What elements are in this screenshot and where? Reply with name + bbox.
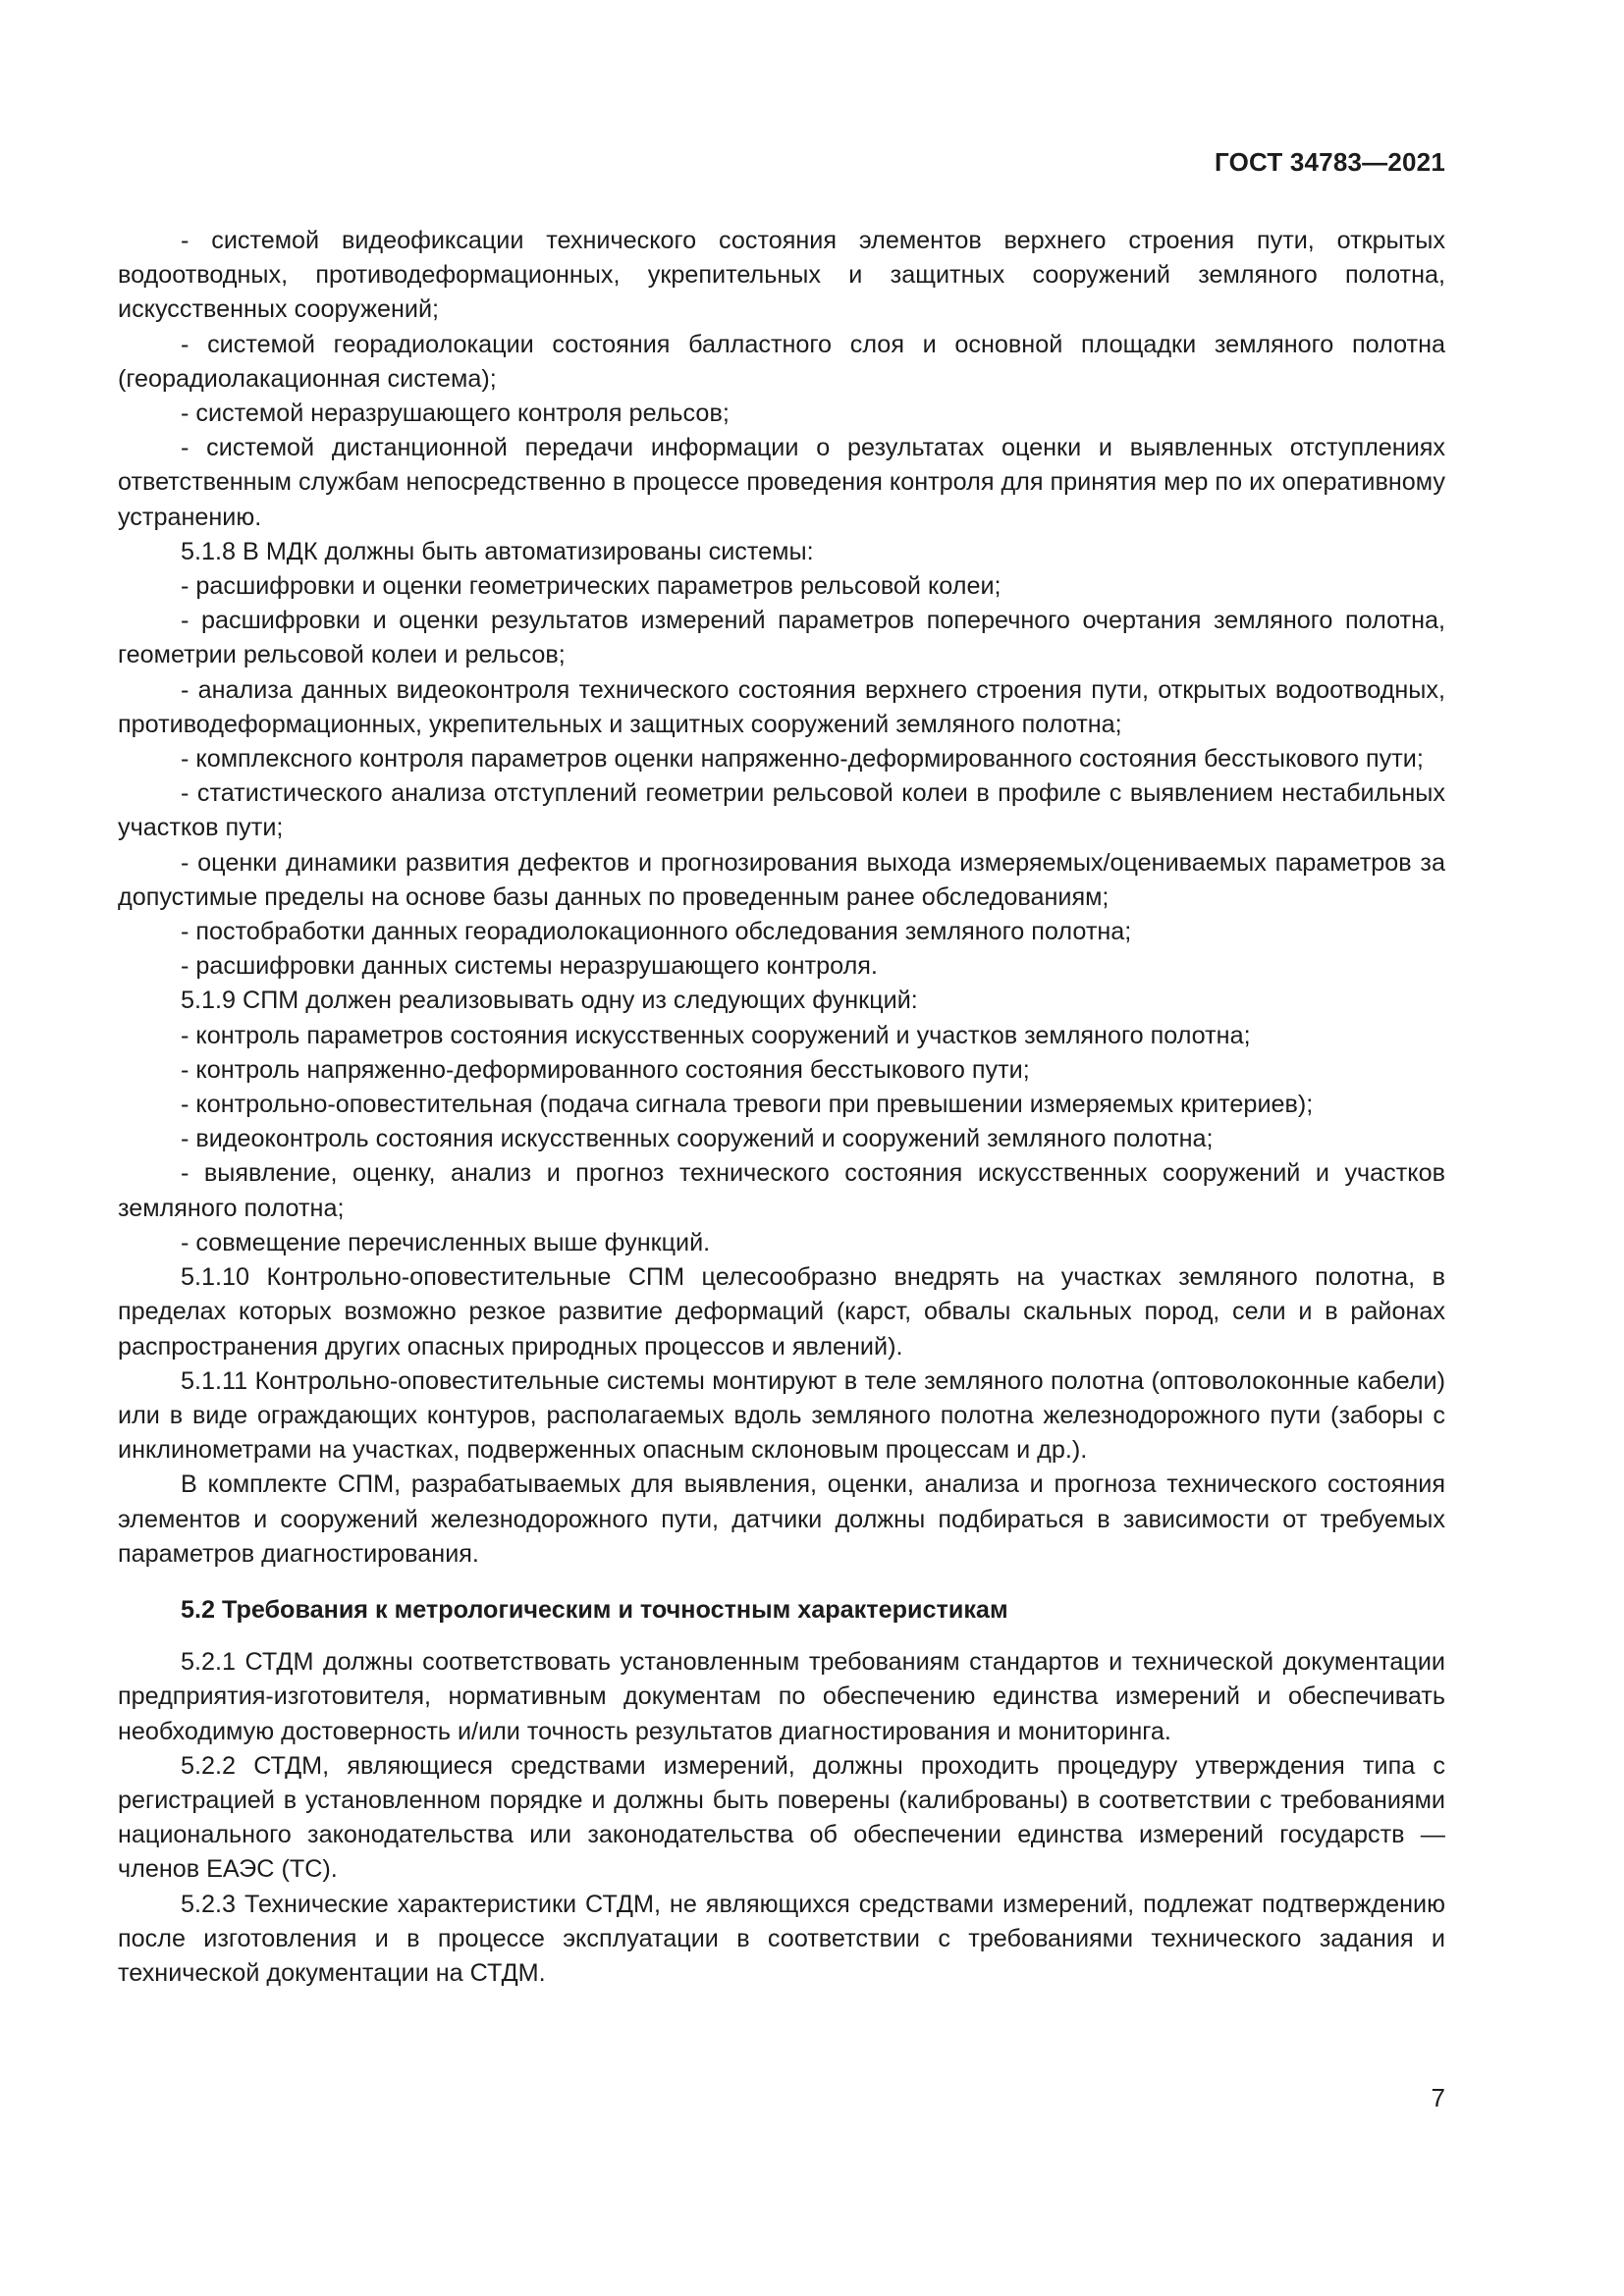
list-item: - совмещение перечисленных выше функций. [181, 1228, 711, 1256]
list-item: - системой видеофиксации технического состояния элементов верхнего строения пути, открытых водоотводных, противодеформационных, укрепительных и защитных сооружений земляного полотна, искусственных сооружений; [118, 227, 1445, 324]
list-item: - комплексного контроля параметров оценки напряженно-деформированного состояния бесстыкового пути; [181, 745, 1424, 774]
list-item: - оценки динамики развития дефектов и прогнозирования выхода измеряемых/оцениваемых параметров за допустимые пределы на основе базы данных по проведенным ранее обследованиям; [118, 848, 1445, 911]
list-item: - системой неразрушающего контроля рельсов; [181, 400, 730, 428]
list-item: - контроль параметров состояния искусственных сооружений и участков земляного полотна; [181, 1021, 1251, 1049]
list-item: - системой георадиолокации состояния балластного слоя и основной площадки земляного полотна (георадиолакационная система); [118, 330, 1445, 393]
clause-5-1-8: 5.1.8 В МДК должны быть автоматизированы системы: [181, 537, 814, 565]
standard-code-header: ГОСТ 34783—2021 [1215, 147, 1445, 177]
list-item: - контрольно-оповестительная (подача сигнала тревоги при превышении измеряемых критериев); [181, 1091, 1314, 1119]
list-item: - расшифровки и оценки геометрических параметров рельсовой колеи; [181, 572, 1001, 601]
list-item: - расшифровки и оценки результатов измерений параметров поперечного очертания земляного полотна, геометрии рельсовой колеи и рельсов; [118, 607, 1445, 669]
section-heading-5-2: 5.2 Требования к метрологическим и точностным характеристикам [181, 1595, 1008, 1624]
clause-5-2-3: 5.2.3 Технические характеристики СТДМ, не являющихся средствами измерений, подлежат подтверждению после изготовления и в процессе эксплуатации в соответствии с требованиями технического задания и технической документации на СТДМ. [118, 1890, 1445, 1987]
list-item: - контроль напряженно-деформированного состояния бесстыкового пути; [181, 1055, 1030, 1084]
list-item: - статистического анализа отступлений геометрии рельсовой колеи в профиле с выявлением нестабильных участков пути; [118, 779, 1445, 842]
list-item: - системой дистанционной передачи информации о результатах оценки и выявленных отступлениях ответственным службам непосредственно в процессе проведения контроля для принятия мер по их оперативному устранению. [118, 434, 1445, 531]
clause-5-1-9: 5.1.9 СПМ должен реализовывать одну из следующих функций: [181, 987, 918, 1015]
paragraph-sensors: В комплекте СПМ, разрабатываемых для выявления, оценки, анализа и прогноза технического состояния элементов и сооружений железнодорожного пути, датчики должны подбираться в зависимости от требуемых параметров диагностирования. [118, 1470, 1445, 1568]
list-item: - постобработки данных георадиолокационного обследования земляного полотна; [181, 918, 1132, 946]
clause-5-2-2: 5.2.2 СТДМ, являющиеся средствами измерений, должны проходить процедуру утверждения типа с регистрацией в установленном порядке и должны быть поверены (калиброваны) в соответствии с требованиями национального законодательства или законодательства об обеспечении единства измерений государств — членов ЕАЭС (ТС). [118, 1751, 1445, 1884]
page-number: 7 [1431, 2083, 1445, 2112]
clause-5-2-1: 5.2.1 СТДМ должны соответствовать установленным требованиям стандартов и технической документации предприятия-изготовителя, нормативным документам по обеспечению единства измерений и обеспечивать необходимую достоверность и/или точность результатов диагностирования и мониторинга. [118, 1648, 1445, 1745]
clause-5-1-10: 5.1.10 Контрольно-оповестительные СПМ целесообразно внедрять на участках земляного полотна, в пределах которых возможно резкое развитие деформаций (карст, обвалы скальных пород, сели и в районах распространения других опасных природных процессов и явлений). [118, 1263, 1445, 1361]
list-item: - выявление, оценку, анализ и прогноз технического состояния искусственных сооружений и участков земляного полотна; [118, 1159, 1445, 1222]
list-item: - видеоконтроль состояния искусственных сооружений и сооружений земляного полотна; [181, 1125, 1214, 1153]
list-item: - анализа данных видеоконтроля технического состояния верхнего строения пути, открытых водоотводных, противодеформационных, укрепительных и защитных сооружений земляного полотна; [118, 675, 1445, 738]
clause-5-1-11: 5.1.11 Контрольно-оповестительные системы монтируют в теле земляного полотна (оптоволоконные кабели) или в виде ограждающих контуров, располагаемых вдоль земляного полотна железнодорожного пути (заборы с инклинометрами на участках, подверженных опасным склоновым процессам и др.). [118, 1366, 1445, 1465]
list-item: - расшифровки данных системы неразрушающего контроля. [181, 952, 878, 981]
document-body [118, 224, 1445, 1991]
